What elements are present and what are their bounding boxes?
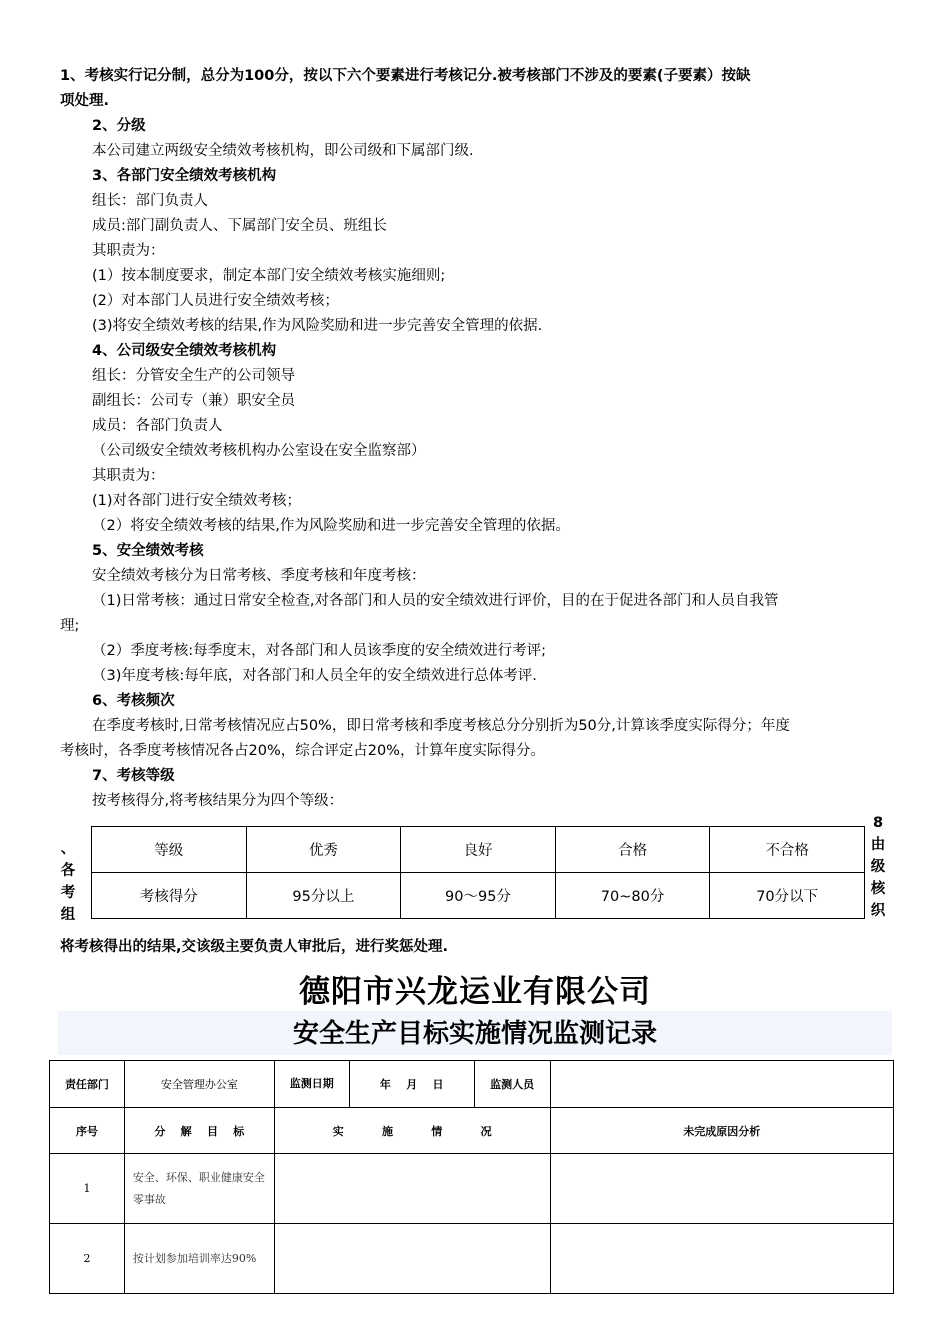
table-row [50,1061,894,1108]
row-goal: 安全、环保、职业健康安全零事故 [124,1154,274,1224]
para-3-1: 组长：部门负责人 [92,193,208,209]
paragraph-2: 本公司建立两级安全绩效考核机构，即公司级和下属部门级. [92,143,474,159]
row-no: 1 [50,1154,125,1224]
table-cell: 优秀 [246,827,401,873]
col-header-no: 序号 [50,1108,125,1154]
row-status[interactable] [274,1224,550,1294]
table-row [50,1224,894,1294]
monitoring-record-table [49,1060,894,1294]
para-3-2: 成员:部门副负责人、下属部门安全员、班组长 [92,218,387,234]
para-3-5: (2）对本部门人员进行安全绩效考核； [92,293,339,309]
table-cell: 70分以下 [710,873,865,919]
dept-label: 责任部门 [50,1061,125,1108]
date-value: 年 月 日 [379,1078,444,1091]
row-status[interactable] [274,1154,550,1224]
table-cell: 不合格 [710,827,865,873]
table-cell: 考核得分 [92,873,247,919]
heading-2: 2、分级 [92,118,146,134]
grade-table [91,826,865,919]
para-5-4: （3)年度考核:每年底，对各部门和人员全年的安全绩效进行总体考评. [92,668,537,684]
paragraph-1: 1、考核实行记分制，总分为100分，按以下六个要素进行考核记分.被考核部门不涉及的要素(子要素）按缺 [60,68,751,84]
table-row [92,827,865,873]
table-cell: 90～95分 [401,873,556,919]
col-header-status: 实 施 情 况 [274,1108,550,1154]
heading-3: 3、各部门安全绩效考核机构 [92,168,277,184]
company-name: 德阳市兴龙运业有限公司 [299,974,651,1010]
para-5-2-cont: 理; [60,618,80,634]
side-text-right: 8 由 级 核 织 [870,815,886,919]
table-cell: 合格 [555,827,710,873]
person-value[interactable] [550,1061,893,1108]
para-6-cont: 考核时，各季度考核情况各占20%，综合评定占20%，计算年度实际得分。 [60,743,545,759]
heading-7: 7、考核等级 [92,768,175,784]
date-label: 监测日期 [275,1061,350,1107]
heading-4: 4、公司级安全绩效考核机构 [92,343,277,359]
row-no: 2 [50,1224,125,1294]
table-cell: 70~80分 [555,873,710,919]
para-4-7: （2）将安全绩效考核的结果,作为风险奖励和进一步完善安全管理的依据。 [92,518,570,534]
dept-value: 安全管理办公室 [124,1061,274,1108]
row-goal: 按计划参加培训率达90% [124,1224,274,1294]
para-8: 将考核得出的结果,交该级主要负责人审批后，进行奖惩处理. [60,939,449,955]
para-3-3: 其职责为： [92,243,165,259]
table-cell: 等级 [92,827,247,873]
table-cell: 95分以上 [246,873,401,919]
para-4-4: （公司级安全绩效考核机构办公室设在安全监察部） [92,443,426,459]
table-row [50,1108,894,1154]
para-4-3: 成员：各部门负责人 [92,418,223,434]
date-cell [274,1061,474,1108]
table-cell: 良好 [401,827,556,873]
para-4-2: 副组长：公司专（兼）职安全员 [92,393,295,409]
row-reason[interactable] [550,1154,893,1224]
para-4-6: (1)对各部门进行安全绩效考核； [92,493,302,509]
para-3-6: (3)将安全绩效考核的结果,作为风险奖励和进一步完善安全管理的依据. [92,318,543,334]
para-5-3: （2）季度考核:每季度末，对各部门和人员该季度的安全绩效进行考评; [92,643,546,659]
para-4-1: 组长：分管安全生产的公司领导 [92,368,295,384]
side-text-left: 、 各 考 组 [60,841,76,923]
paragraph-1-cont: 项处理. [60,93,110,109]
heading-5: 5、安全绩效考核 [92,543,204,559]
para-3-4: (1）按本制度要求，制定本部门安全绩效考核实施细则; [92,268,446,284]
heading-6: 6、考核频次 [92,693,175,709]
para-7: 按考核得分,将考核结果分为四个等级： [92,793,344,809]
col-header-goal: 分 解 目 标 [124,1108,274,1154]
table-row [50,1154,894,1224]
col-header-reason: 未完成原因分析 [550,1108,893,1154]
para-6: 在季度考核时,日常考核情况应占50%，即日常考核和季度考核总分分别折为50分,计算该季度实际得分；年度 [92,718,790,734]
para-5-2: （1)日常考核：通过日常安全检查,对各部门和人员的安全绩效进行评价，目的在于促进各部门和人员自我管 [92,593,779,609]
person-label: 监测人员 [474,1061,550,1108]
table-row [92,873,865,919]
record-title: 安全生产目标实施情况监测记录 [58,1011,892,1055]
para-4-5: 其职责为： [92,468,165,484]
para-5-1: 安全绩效考核分为日常考核、季度考核和年度考核： [92,568,426,584]
row-reason[interactable] [550,1224,893,1294]
